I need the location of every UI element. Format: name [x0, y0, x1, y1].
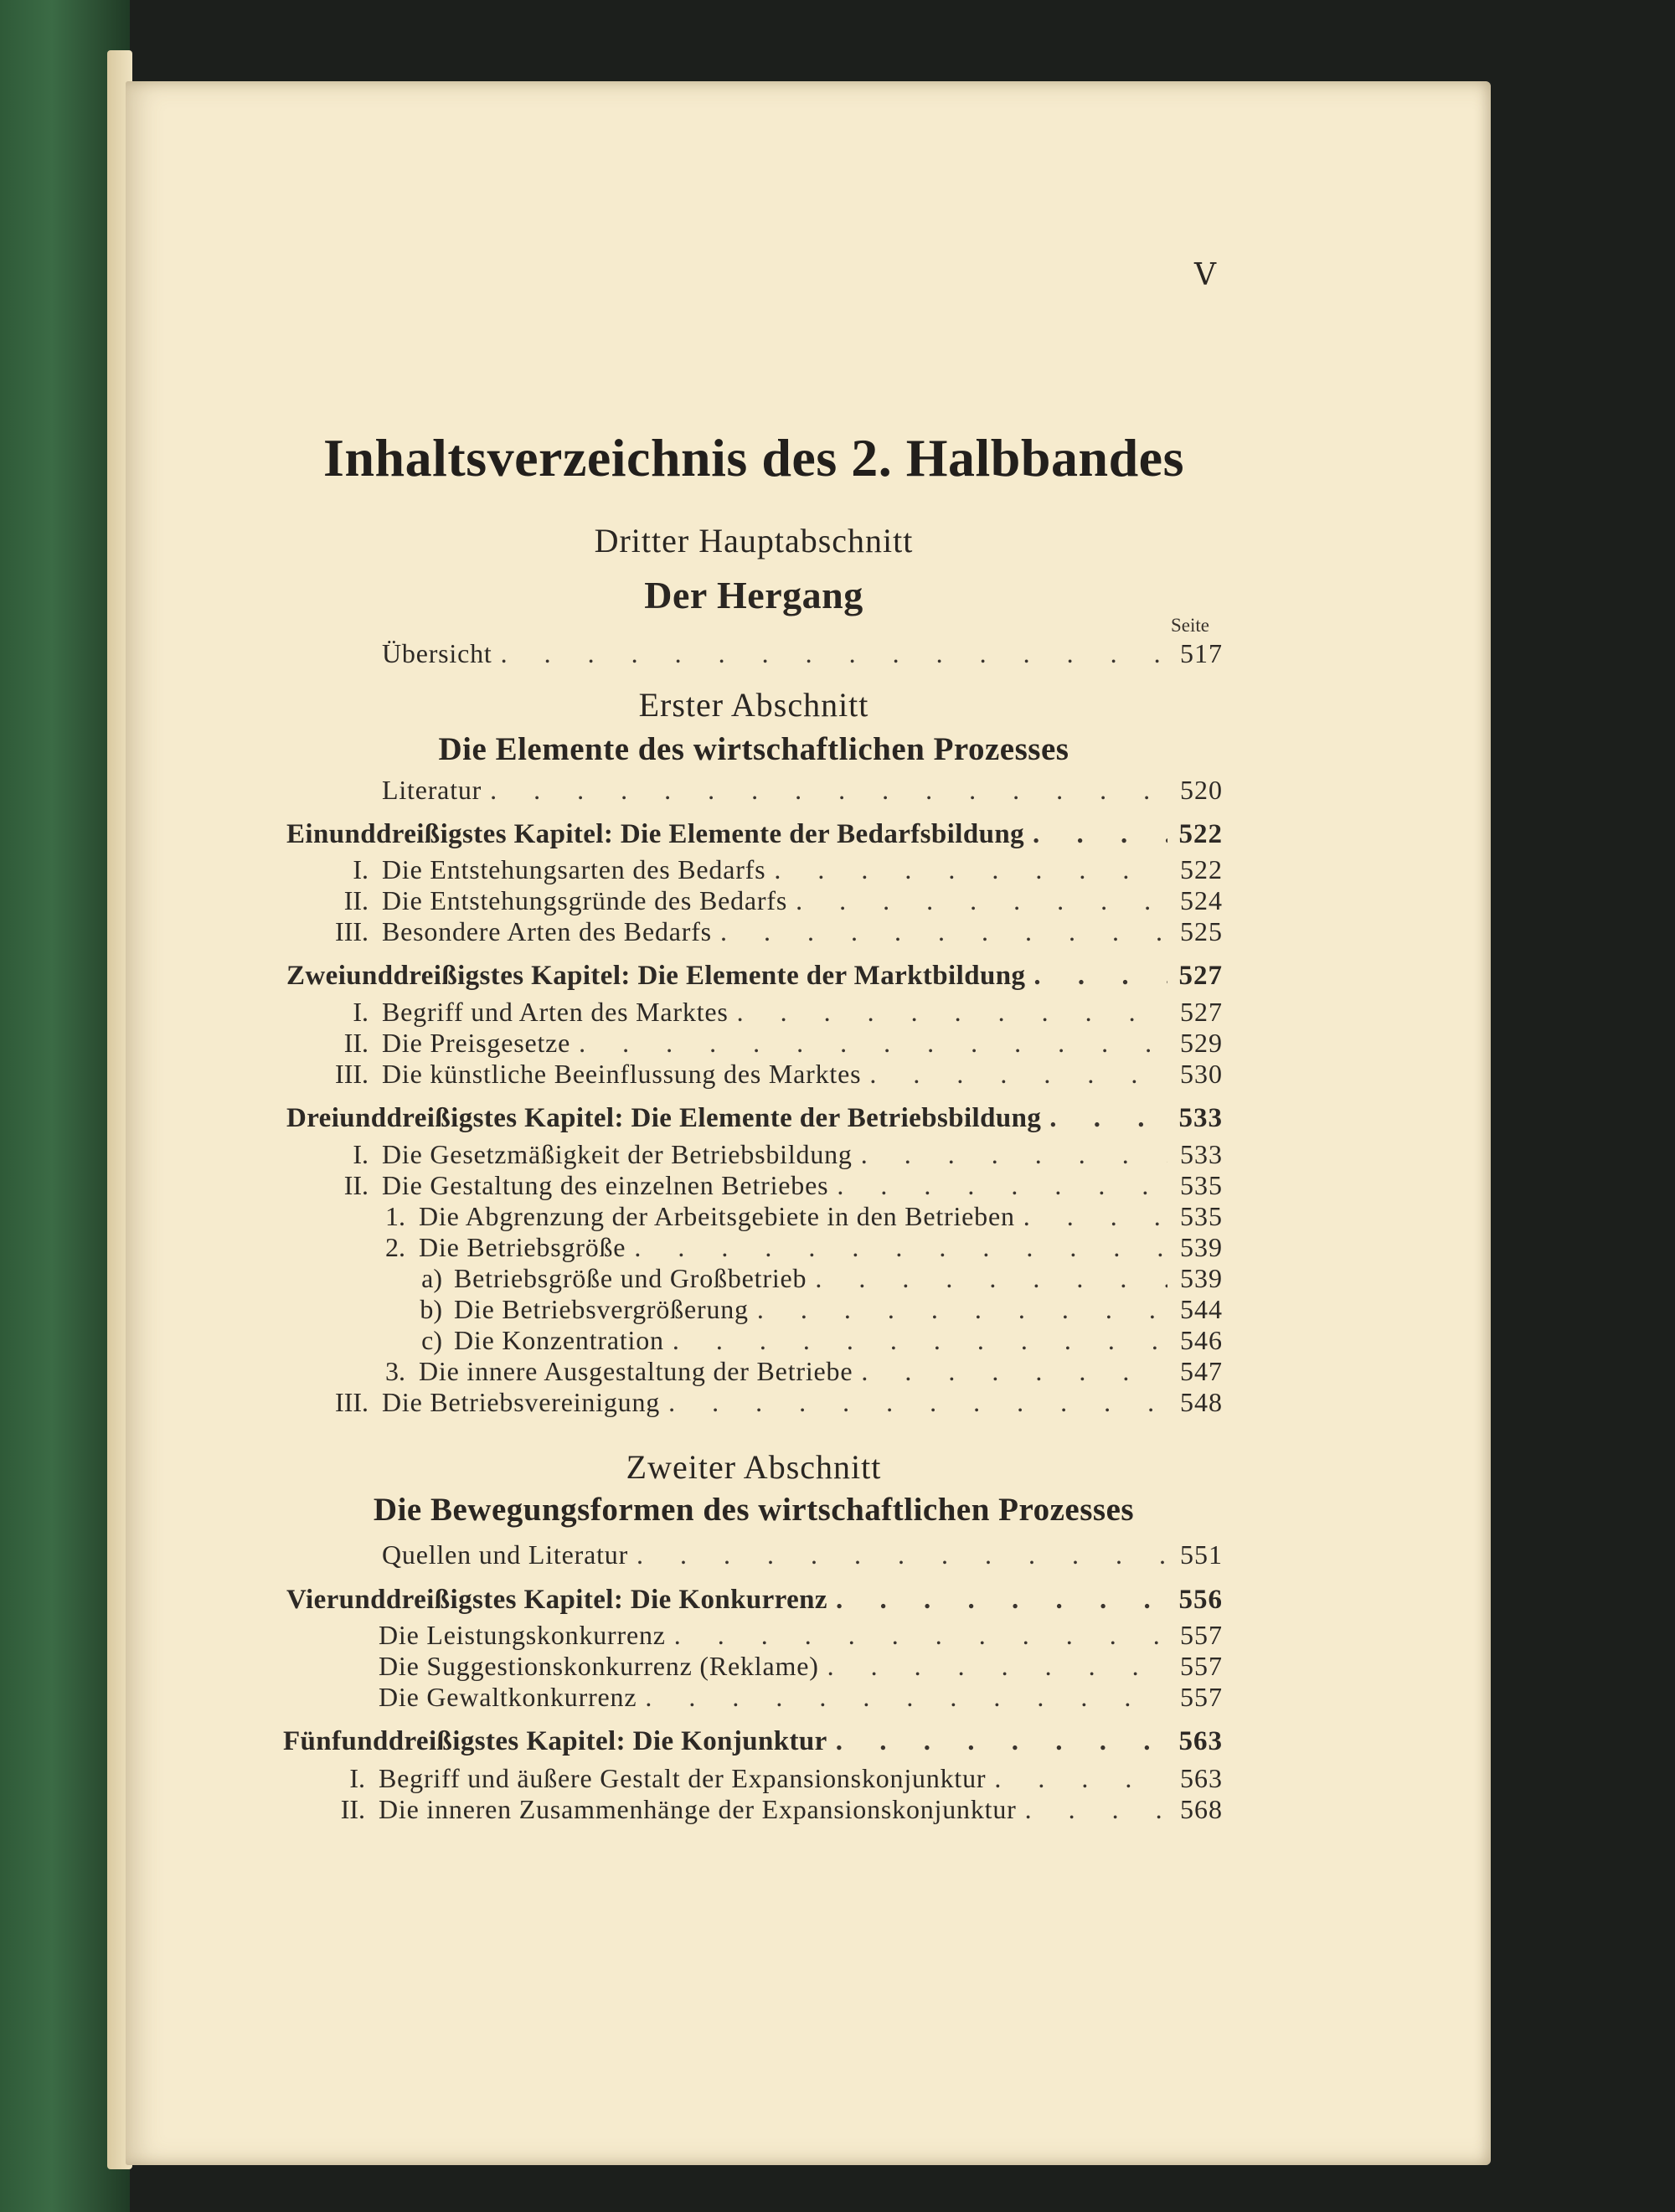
toc-entry-text: Literatur [382, 775, 482, 805]
leader-dots [815, 1263, 1167, 1294]
toc-entry-number: 3. [385, 1356, 405, 1386]
toc-entry-number: III. [335, 1059, 368, 1089]
toc-entry-number: 2. [385, 1232, 405, 1262]
toc-entry[interactable] [0, 1794, 1223, 1828]
toc-chapter-entry[interactable] [0, 1726, 1223, 1760]
leader-dots [796, 885, 1167, 916]
toc-entry-number: I. [349, 1763, 365, 1793]
toc-entry[interactable] [0, 1232, 1223, 1266]
toc-entry-number: c) [421, 1325, 442, 1355]
toc-entry-text: Zweiunddreißigstes Kapitel: Die Elemente der Marktbildung [286, 961, 1026, 991]
toc-title: Inhaltsverzeichnis des 2. Halbbandes [323, 428, 1184, 487]
toc-entry-text: Die Abgrenzung der Arbeitsgebiete in den Betrieben [419, 1201, 1015, 1231]
toc-entry-page: 563 [1178, 1726, 1223, 1756]
toc-entry-page: 530 [1180, 1059, 1223, 1089]
abschnitt1-title: Die Elemente des wirtschaftlichen Prozesses [438, 731, 1069, 767]
toc-entry-text: Begriff und äußere Gestalt der Expansionskonjunktur [379, 1763, 987, 1793]
toc-entry[interactable] [0, 1763, 1223, 1797]
toc-entry-number: b) [420, 1294, 442, 1324]
toc-entry[interactable] [0, 1356, 1223, 1390]
leader-dots [645, 1682, 1167, 1713]
toc-chapter-entry[interactable] [0, 1103, 1223, 1137]
toc-entry-page: 529 [1180, 1028, 1223, 1058]
seite-column-header: Seite [1171, 615, 1209, 636]
leader-dots [994, 1763, 1167, 1794]
abschnitt2-title: Die Bewegungsformen des wirtschaftlichen Prozesses [373, 1492, 1135, 1528]
page-number: V [1194, 258, 1216, 292]
toc-entry-page: 527 [1178, 961, 1223, 991]
toc-entry-text: Die künstliche Beeinflussung des Marktes [382, 1059, 862, 1089]
leader-dots [490, 775, 1167, 806]
abschnitt1-label: Erster Abschnitt [638, 686, 869, 724]
leader-dots [1033, 961, 1167, 992]
toc-entry[interactable] [0, 1059, 1223, 1092]
toc-entry-number: 1. [385, 1201, 405, 1231]
toc-entry-page: 520 [1180, 775, 1223, 805]
toc-entry-page: 557 [1180, 1682, 1223, 1712]
toc-entry-number: II. [343, 885, 368, 915]
toc-entry-text: Die Gestaltung des einzelnen Betriebes [382, 1170, 829, 1200]
toc-entry[interactable] [0, 1139, 1223, 1173]
toc-entry-page: 539 [1180, 1232, 1223, 1262]
toc-entry-page: 517 [1180, 638, 1223, 668]
leader-dots [636, 1539, 1167, 1570]
toc-entry-text: Vierunddreißigstes Kapitel: Die Konkurrenz [286, 1585, 827, 1615]
toc-entry-number: III. [335, 916, 368, 946]
toc-entry-text: Die Betriebsvergrößerung [454, 1294, 749, 1324]
toc-entry-text: Fünfunddreißigstes Kapitel: Die Konjunktur [283, 1726, 827, 1756]
toc-entry-page: 533 [1180, 1139, 1223, 1169]
toc-entry[interactable] [0, 1170, 1223, 1204]
leader-dots [1023, 1201, 1167, 1232]
toc-entry[interactable] [0, 885, 1223, 919]
leader-dots [673, 1325, 1167, 1356]
toc-entry-number: II. [343, 1170, 368, 1200]
toc-entry-text: Die innere Ausgestaltung der Betriebe [419, 1356, 853, 1386]
leader-dots [668, 1387, 1167, 1418]
toc-entry-page: 539 [1180, 1263, 1223, 1293]
toc-entry-page: 568 [1180, 1794, 1223, 1824]
toc-entry-text: Die Gesetzmäßigkeit der Betriebsbildung [382, 1139, 853, 1169]
toc-entry-page: 535 [1180, 1201, 1223, 1231]
toc-entry[interactable] [0, 854, 1223, 888]
toc-entry-page: 533 [1178, 1103, 1223, 1133]
toc-entry[interactable] [0, 1263, 1223, 1297]
toc-entry-page: 547 [1180, 1356, 1223, 1386]
toc-entry-text: Die Gewaltkonkurrenz [379, 1682, 637, 1712]
toc-entry[interactable] [0, 916, 1223, 950]
toc-entry-text: Die Betriebsvereinigung [382, 1387, 661, 1417]
toc-entry-text: Begriff und Arten des Marktes [382, 997, 729, 1027]
toc-entry-text: Einunddreißigstes Kapitel: Die Elemente der Bedarfsbildung [286, 819, 1024, 849]
leader-dots [720, 916, 1167, 947]
toc-chapter-entry[interactable] [0, 961, 1223, 994]
toc-entry[interactable] [0, 1539, 1223, 1573]
toc-entry[interactable] [0, 1201, 1223, 1235]
leader-dots [501, 638, 1167, 669]
leader-dots [861, 1356, 1167, 1387]
leader-dots [837, 1170, 1167, 1201]
leader-dots [827, 1651, 1167, 1682]
toc-entry-page: 522 [1178, 819, 1223, 849]
leader-dots [674, 1620, 1167, 1651]
toc-entry-number: I. [353, 854, 368, 884]
toc-entry-page: 556 [1178, 1585, 1223, 1615]
toc-entry-number: II. [343, 1028, 368, 1058]
toc-entry-text: Quellen und Literatur [382, 1539, 629, 1570]
toc-chapter-entry[interactable] [0, 819, 1223, 853]
toc-entry-page: 557 [1180, 1651, 1223, 1681]
toc-entry-text: Übersicht [382, 638, 492, 668]
toc-entry-page: 524 [1180, 885, 1223, 915]
toc-entry-number: I. [353, 1139, 368, 1169]
leader-dots [1049, 1103, 1167, 1134]
toc-entry[interactable] [0, 1028, 1223, 1061]
toc-entry[interactable] [0, 1682, 1223, 1715]
toc-chapter-entry[interactable] [0, 1585, 1223, 1618]
toc-entry-page: 527 [1180, 997, 1223, 1027]
leader-dots [869, 1059, 1167, 1090]
toc-entry-number: II. [340, 1794, 365, 1824]
toc-entry-text: Die inneren Zusammenhänge der Expansionskonjunktur [379, 1794, 1017, 1824]
toc-entry-number: I. [353, 997, 368, 1027]
leader-dots [1025, 1794, 1167, 1825]
toc-entry[interactable] [0, 1294, 1223, 1328]
abschnitt2-label: Zweiter Abschnitt [626, 1448, 882, 1486]
toc-entry-text: Die Leistungskonkurrenz [379, 1620, 666, 1650]
toc-entry-text: Die Preisgesetze [382, 1028, 571, 1058]
toc-entry-page: 546 [1180, 1325, 1223, 1355]
toc-entry-text: Die Entstehungsgründe des Bedarfs [382, 885, 788, 915]
toc-entry-page: 548 [1180, 1387, 1223, 1417]
toc-entry-number: III. [335, 1387, 368, 1417]
toc-entry[interactable] [0, 997, 1223, 1030]
toc-entry[interactable] [0, 775, 1223, 808]
leader-dots [737, 997, 1167, 1028]
leader-dots [774, 854, 1167, 885]
toc-entry-page: 563 [1180, 1763, 1223, 1793]
toc-entry-uebersicht[interactable] [0, 638, 1223, 672]
leader-dots [1033, 819, 1167, 850]
toc-entry-page: 544 [1180, 1294, 1223, 1324]
toc-entry-text: Dreiunddreißigstes Kapitel: Die Elemente der Betriebsbildung [286, 1103, 1042, 1133]
toc-entry-text: Die Entstehungsarten des Bedarfs [382, 854, 766, 884]
toc-entry-page: 525 [1180, 916, 1223, 946]
toc-entry-page: 522 [1180, 854, 1223, 884]
leader-dots [861, 1139, 1167, 1170]
toc-entry-text: Die Suggestionskonkurrenz (Reklame) [379, 1651, 819, 1681]
toc-entry-page: 557 [1180, 1620, 1223, 1650]
leader-dots [836, 1585, 1167, 1616]
leader-dots [757, 1294, 1167, 1325]
toc-entry-text: Die Betriebsgröße [419, 1232, 626, 1262]
hauptabschnitt-label: Dritter Hauptabschnitt [594, 522, 914, 559]
toc-entry[interactable] [0, 1387, 1223, 1421]
toc-entry-text: Betriebsgröße und Großbetrieb [454, 1263, 807, 1293]
leader-dots [836, 1726, 1167, 1757]
leader-dots [634, 1232, 1167, 1263]
toc-entry-number: a) [421, 1263, 442, 1293]
hauptabschnitt-title: Der Hergang [644, 574, 863, 616]
toc-entry[interactable] [0, 1325, 1223, 1359]
toc-entry-text: Die Konzentration [454, 1325, 664, 1355]
toc-entry-page: 535 [1180, 1170, 1223, 1200]
leader-dots [579, 1028, 1167, 1059]
toc-entry[interactable] [0, 1651, 1223, 1684]
toc-entry-text: Besondere Arten des Bedarfs [382, 916, 712, 946]
toc-entry-page: 551 [1180, 1539, 1223, 1570]
toc-entry[interactable] [0, 1620, 1223, 1653]
